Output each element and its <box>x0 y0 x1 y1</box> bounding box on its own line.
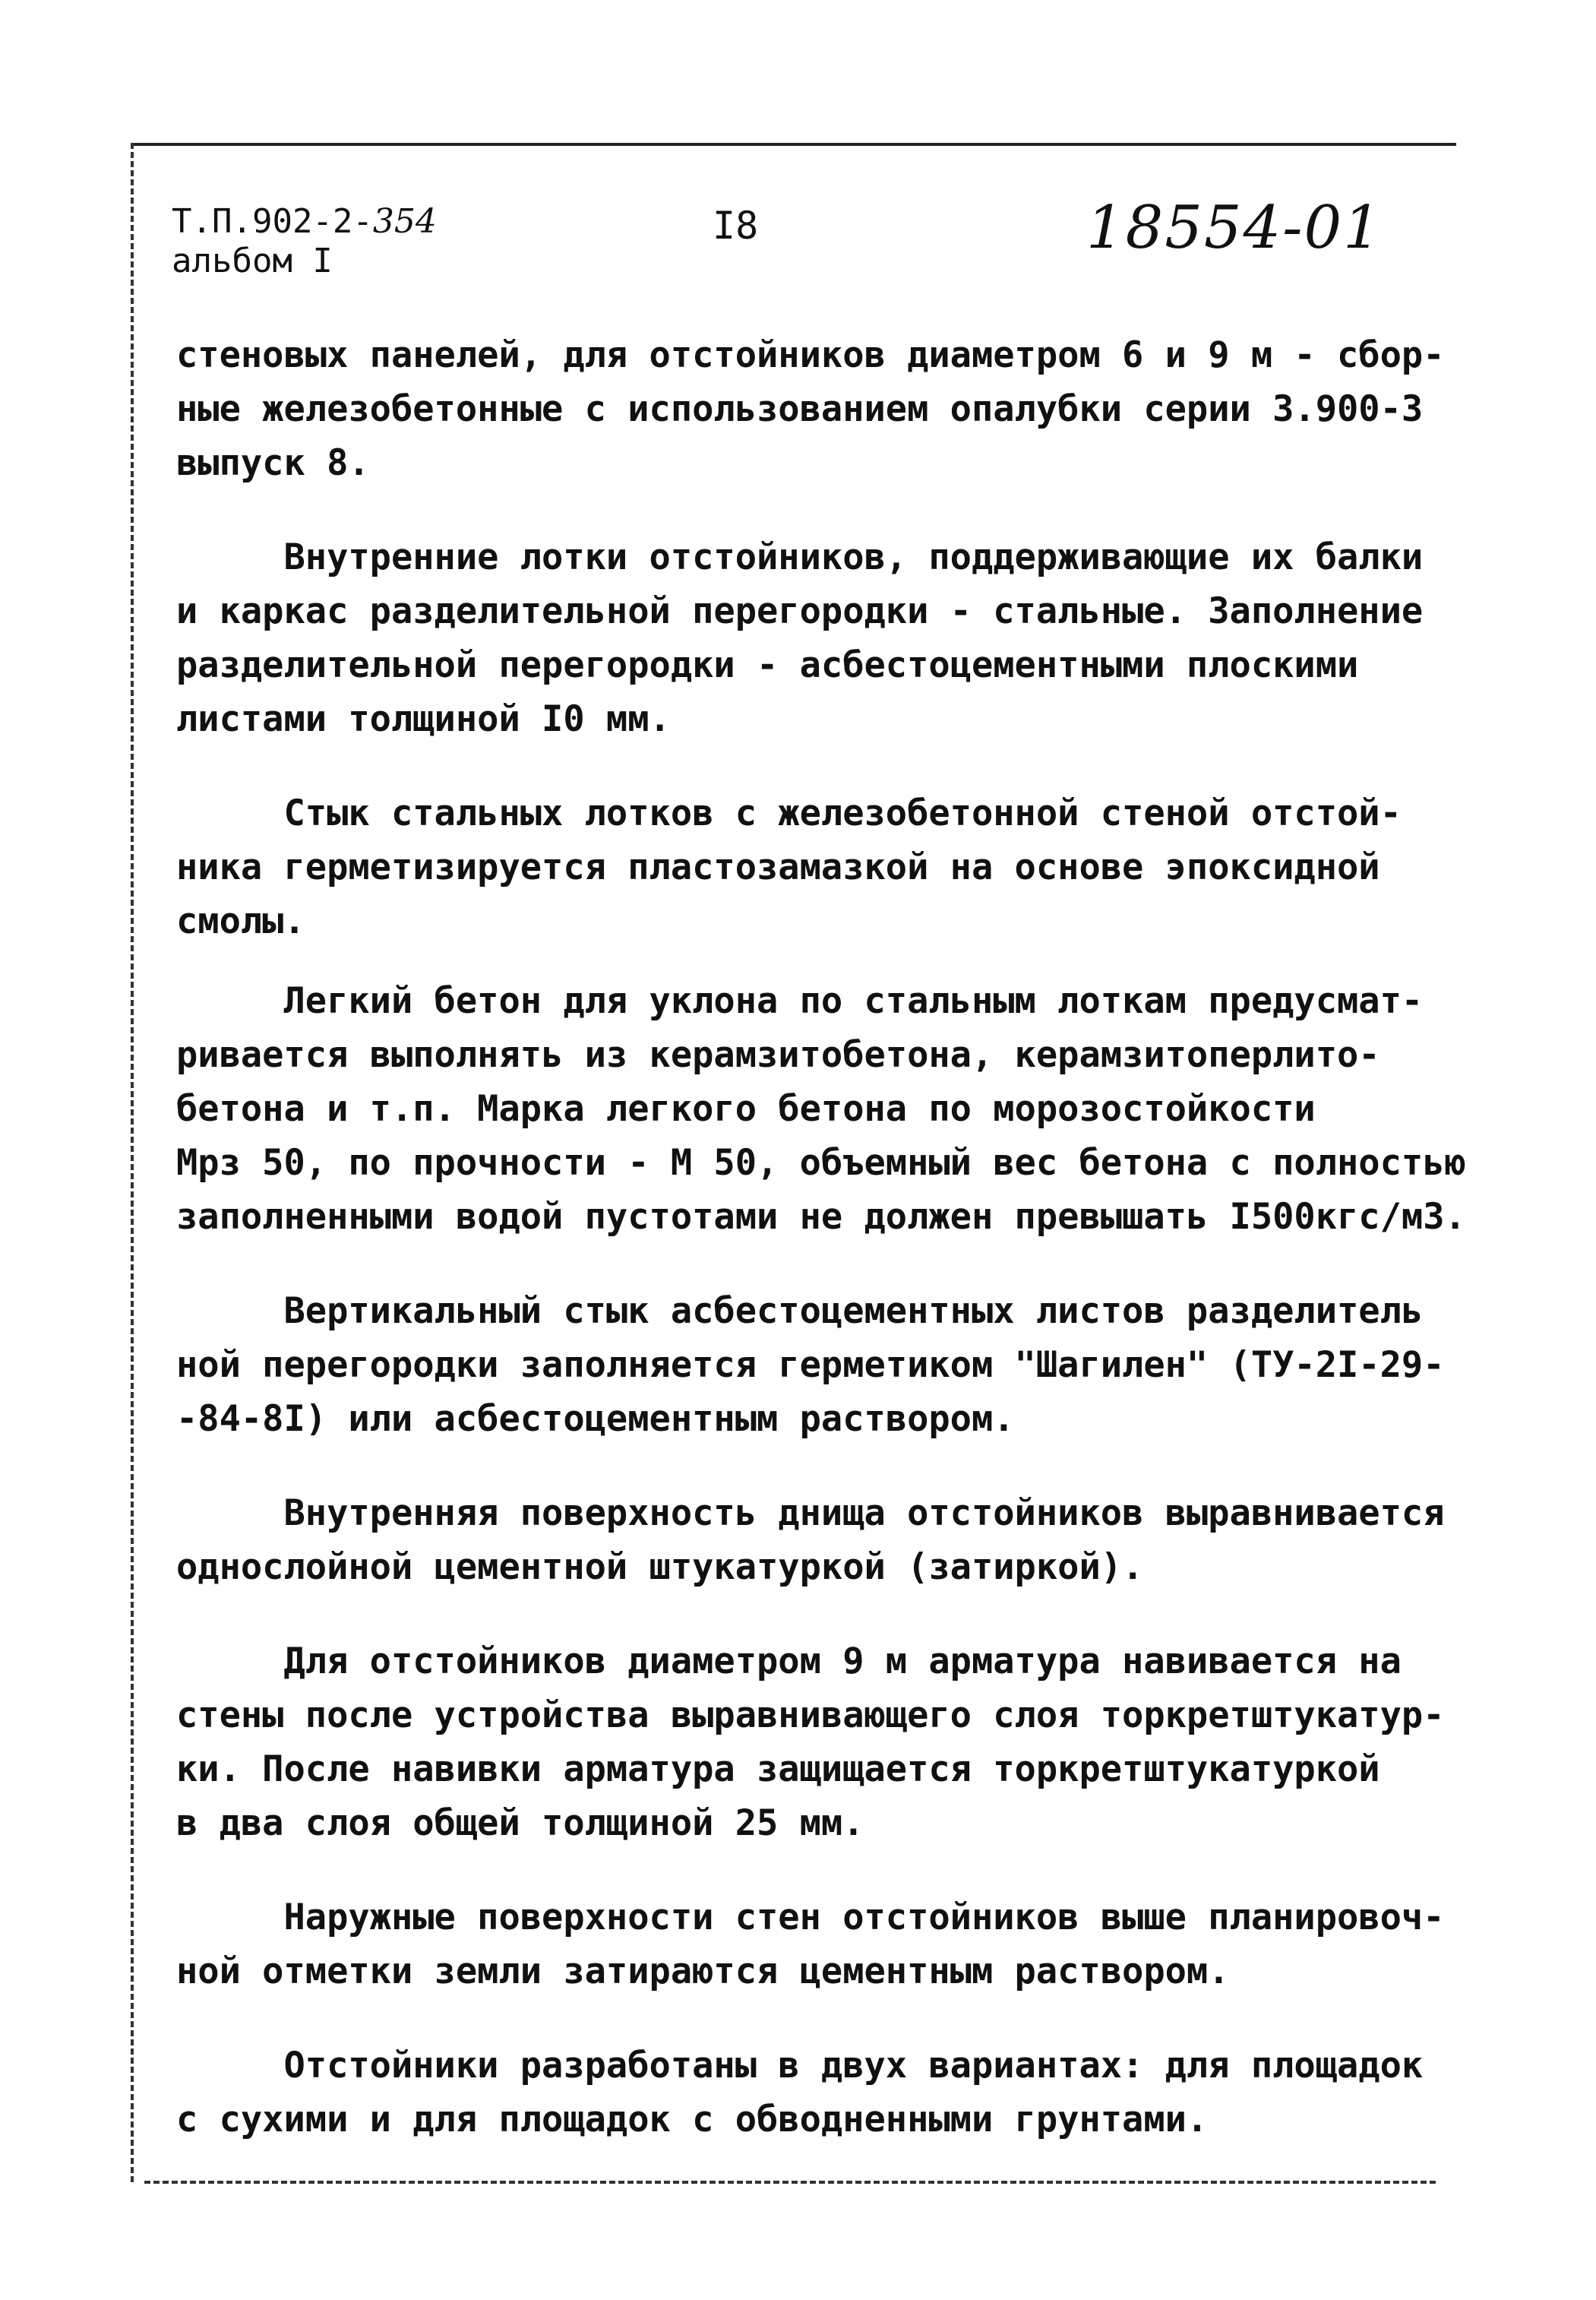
paragraph <box>176 1890 1468 1998</box>
paragraph <box>176 328 1468 490</box>
document-code-handwritten: 354 <box>372 202 437 241</box>
paragraph <box>176 1634 1468 1850</box>
text-line: Отстойники разработаны в двух вариантах: для площадок <box>176 2045 1424 2086</box>
text-line: выпуск 8. <box>176 442 370 484</box>
text-line: Наружные поверхности стен отстойников выше планировоч- <box>176 1897 1445 1938</box>
paragraph <box>176 1486 1468 1594</box>
album-label: альбом I <box>172 242 333 280</box>
paragraph <box>176 2039 1468 2147</box>
text-line: -84-8I) или асбестоцементным раствором. <box>176 1398 1015 1440</box>
paragraph <box>176 530 1468 746</box>
text-line: Стык стальных лотков с железобетонной стеной отстой- <box>176 793 1402 834</box>
text-line: Мрз 50, по прочности - М 50, объемный вес бетона с полностью <box>176 1142 1466 1184</box>
paragraph <box>176 974 1468 1244</box>
text-line: листами толщиной I0 мм. <box>176 698 671 740</box>
paragraph <box>176 1284 1468 1446</box>
text-line: ной перегородки заполняется герметиком "Шагилен" (ТУ-2I-29- <box>176 1344 1445 1386</box>
text-line: в два слоя общей толщиной 25 мм. <box>176 1802 864 1844</box>
text-line: заполненными водой пустотами не должен превышать I500кгс/м3. <box>176 1196 1466 1238</box>
text-line: разделительной перегородки - асбестоцементными плоскими <box>176 644 1359 686</box>
body-text <box>176 328 1468 2147</box>
paragraph <box>176 786 1468 948</box>
text-line: ки. После навивки арматура защищается торкретштукатуркой <box>176 1748 1380 1790</box>
text-line: Легкий бетон для уклона по стальным лоткам предусмат- <box>176 980 1424 1022</box>
document-code <box>172 202 437 241</box>
text-line: Для отстойников диаметром 9 м арматура навивается на <box>176 1640 1402 1682</box>
text-line: смолы. <box>176 900 305 942</box>
text-line: Внутренние лотки отстойников, поддерживающие их балки <box>176 536 1424 578</box>
text-line: ной отметки земли затираются цементным раствором. <box>176 1950 1230 1992</box>
frame-left-border <box>131 143 134 2182</box>
text-line: с сухими и для площадок с обводненными грунтами. <box>176 2099 1209 2140</box>
text-line: однослойной цементной штукатуркой (затиркой). <box>176 1546 1144 1588</box>
text-line: и каркас разделительной перегородки - стальные. Заполнение <box>176 590 1424 632</box>
page-number: I8 <box>713 204 759 248</box>
text-line: Внутренняя поверхность днища отстойников выравнивается <box>176 1492 1445 1534</box>
frame-bottom-border <box>144 2181 1436 2184</box>
text-line: ника герметизируется пластозамазкой на основе эпоксидной <box>176 846 1380 888</box>
text-line: бетона и т.п. Марка легкого бетона по морозостойкости <box>176 1088 1316 1130</box>
text-line: стены после устройства выравнивающего слоя торкретштукатур- <box>176 1694 1445 1736</box>
frame-top-border <box>131 143 1456 146</box>
text-line: ривается выполнять из керамзитобетона, керамзитоперлито- <box>176 1034 1380 1076</box>
document-code-typed: Т.П.902-2- <box>172 202 373 241</box>
text-line: ные железобетонные с использованием опалубки серии 3.900-3 <box>176 388 1424 430</box>
handwritten-document-id: 18554-01 <box>1086 194 1383 262</box>
text-line: стеновых панелей, для отстойников диаметром 6 и 9 м - сбор- <box>176 334 1445 376</box>
text-line: Вертикальный стык асбестоцементных листов разделитель <box>176 1290 1424 1332</box>
